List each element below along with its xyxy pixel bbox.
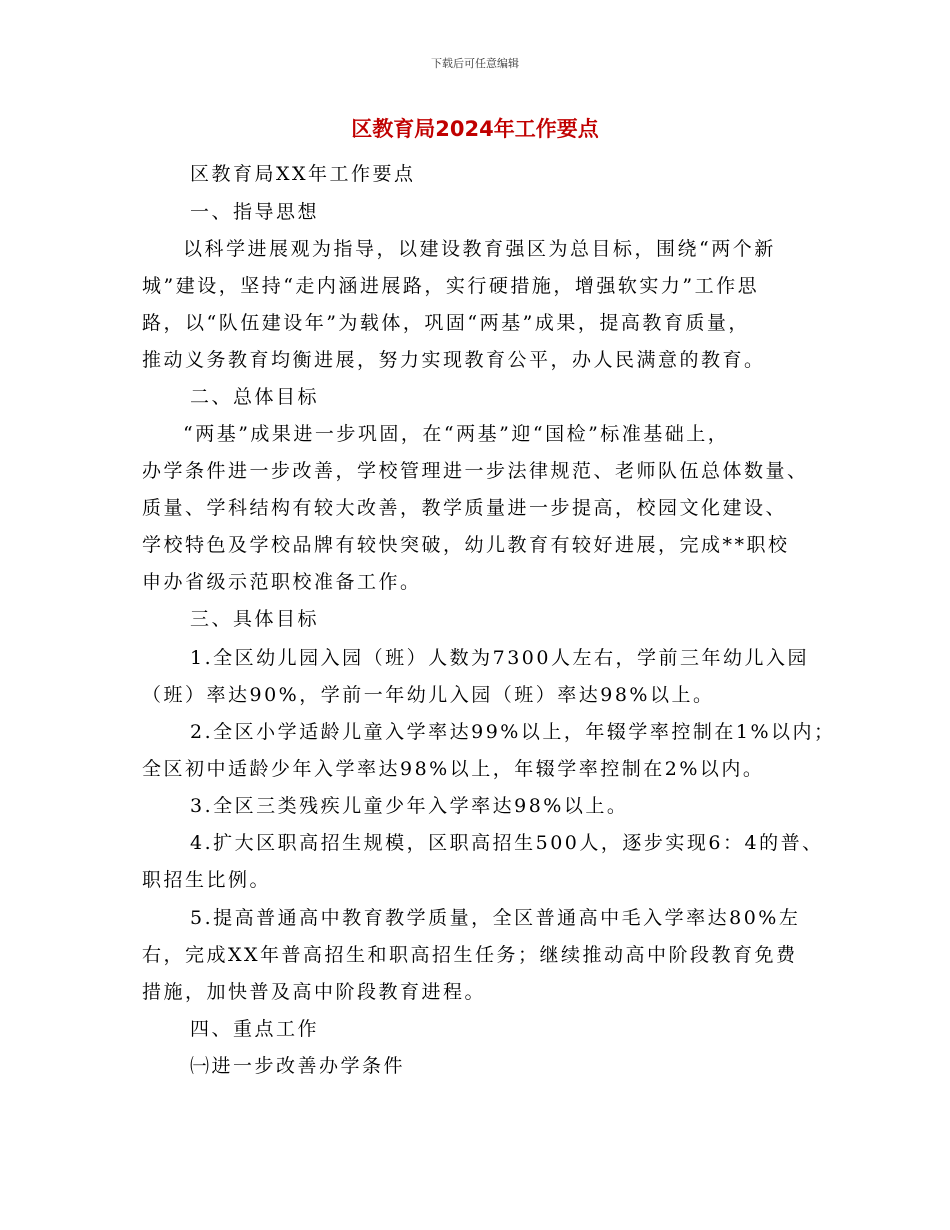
header-note: 下载后可任意编辑 [431, 57, 519, 70]
section-heading-key-work: 四、重点工作 [190, 1018, 320, 1040]
paragraph-line: 推动义务教育均衡进展，努力实现教育公平，办人民满意的教育。 [142, 349, 766, 371]
list-item-line: 右，完成XX年普高招生和职高招生任务；继续推动高中阶段教育免费 [142, 944, 798, 966]
section-heading-overall-goals: 二、总体目标 [190, 386, 320, 408]
subsection-heading: ㈠进一步改善办学条件 [190, 1055, 406, 1077]
paragraph-line: 办学条件进一步改善，学校管理进一步法律规范、老师队伍总体数量、 [142, 460, 809, 482]
paragraph-line: 质量、学科结构有较大改善，教学质量进一步提高，校园文化建设、 [142, 497, 788, 519]
list-item-line: 职招生比例。 [142, 869, 272, 891]
subtitle-line: 区教育局XX年工作要点 [190, 163, 416, 185]
list-item-line: 措施，加快普及高中阶段教育进程。 [142, 981, 487, 1003]
section-heading-specific-goals: 三、具体目标 [190, 608, 320, 630]
list-item-line: 1.全区幼儿园入园（班）人数为7300人左右，学前三年幼儿入园 [190, 647, 809, 669]
list-item-line: 5.提高普通高中教育教学质量，全区普通高中毛入学率达80%左 [190, 907, 801, 929]
paragraph-line: 城”建设，坚持“走内涵进展路，实行硬措施，增强软实力”工作思 [142, 275, 760, 297]
list-item-line: （班）率达90%，学前一年幼儿入园（班）率达98%以上。 [142, 684, 715, 706]
paragraph-line: 申办省级示范职校准备工作。 [142, 571, 422, 593]
list-item-line: 3.全区三类残疾儿童少年入学率达98%以上。 [190, 795, 629, 817]
paragraph-line: 路，以“队伍建设年”为载体，巩固“两基”成果，提高教育质量， [142, 312, 750, 334]
list-item-line: 2.全区小学适龄儿童入学率达99%以上，年辍学率控制在1%以内； [190, 721, 836, 743]
paragraph-line: 学校特色及学校品牌有较快突破，幼儿教育有较好进展，完成**职校 [142, 534, 790, 556]
list-item-line: 全区初中适龄少年入学率达98%以上，年辍学率控制在2%以内。 [142, 758, 765, 780]
paragraph-line: 以科学进展观为指导，以建设教育强区为总目标，围绕“两个新 [183, 238, 776, 260]
list-item-line: 4.扩大区职高招生规模，区职高招生500人，逐步实现6：4的普、 [190, 832, 824, 854]
section-heading-guiding-ideology: 一、指导思想 [190, 201, 320, 223]
paragraph-line: “两基”成果进一步巩固，在“两基”迎“国检”标准基础上， [183, 423, 730, 445]
document-title: 区教育局2024年工作要点 [351, 117, 599, 141]
